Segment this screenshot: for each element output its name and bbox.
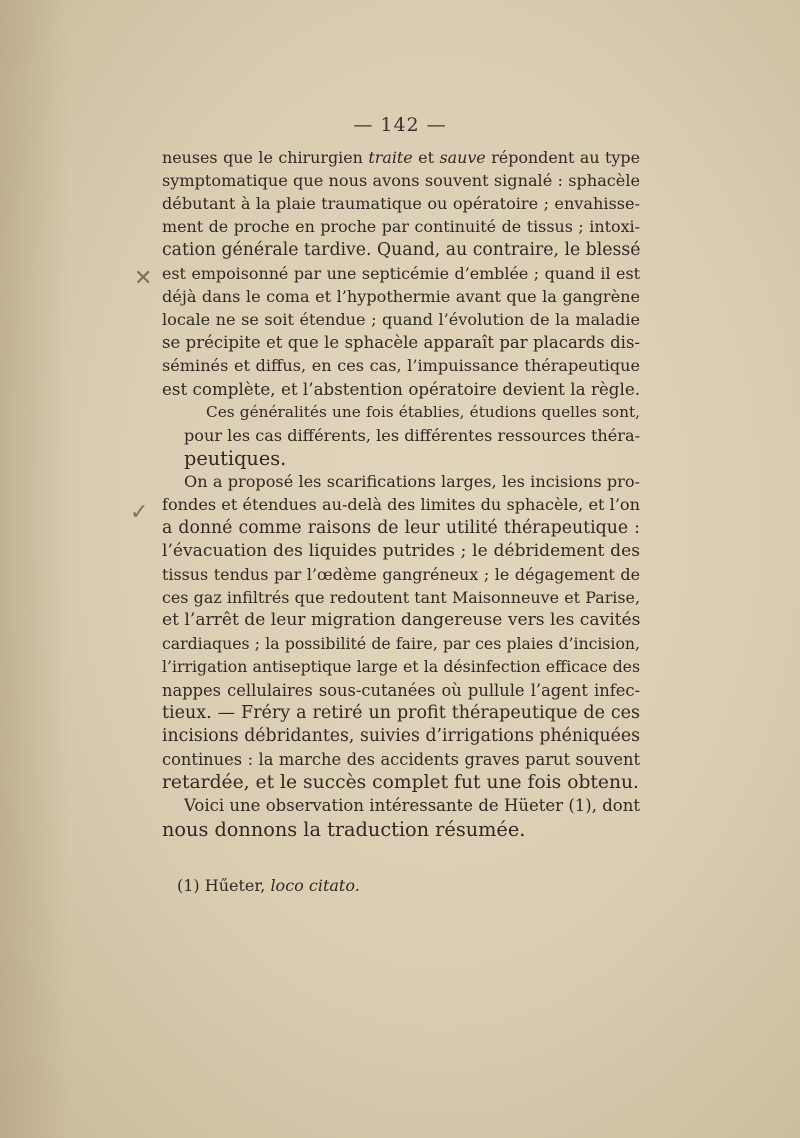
text-line: Ces généralités une fois établies, étudions quelles sont,	[206, 402, 640, 421]
body-text	[162, 146, 640, 841]
text-line: et l’arrêt de leur migration dangereuse vers les cavités	[162, 610, 641, 631]
italic-word-sauve: sauve	[439, 148, 486, 167]
paragraph-2	[162, 401, 640, 470]
text-line: ment de proche en proche par continuité de tissus ; intoxi-	[162, 217, 640, 237]
pencil-check-icon: ✓	[130, 500, 149, 525]
footnote-citation: loco citato.	[270, 876, 360, 895]
page-number: — 142 —	[353, 114, 447, 136]
text-line: est complète, et l’abstention opératoire devient la règle.	[162, 378, 640, 399]
text-line: retardée, et le succès complet fut une fois obtenu.	[162, 772, 639, 794]
text-line: neuses que le chirurgien traite et sauve répondent au type	[162, 148, 640, 167]
italic-word-traite: traite	[368, 148, 413, 167]
text-line: fondes et étendues au-delà des limites du sphacèle, et l’on	[162, 495, 640, 515]
footnote-marker: (1) Hűeter,	[177, 876, 271, 895]
text-line: peutiques.	[184, 447, 287, 471]
text-line: déjà dans le coma et l’hypothermie avant que la gangrène	[162, 286, 640, 306]
text-line: cardiaques ; la possibilité de faire, par ces plaies d’incision,	[162, 634, 640, 654]
paragraph-4	[162, 794, 640, 840]
paragraph-1	[162, 146, 640, 401]
text-line: continues : la marche des accidents graves parut souvent	[162, 750, 640, 770]
text-line: a donné comme raisons de leur utilité thérapeutique :	[162, 517, 640, 538]
text-line: Voici une observation intéressante de Hüeter (1), dont	[184, 796, 640, 816]
paragraph-3	[162, 470, 640, 794]
text-line: tieux. — Fréry a retiré un profit thérapeutique de ces	[162, 702, 640, 723]
text-line: incisions débridantes, suivies d’irrigations phéniquées	[162, 725, 640, 746]
text-line: cation générale tardive. Quand, au contraire, le blessé	[162, 239, 641, 260]
text-line: débutant à la plaie traumatique ou opératoire ; envahisse-	[162, 194, 640, 214]
text-line: se précipite et que le sphacèle apparaît par placards dis-	[162, 333, 640, 353]
text-line: est empoisonné par une septicémie d’emblée ; quand il est	[162, 263, 640, 283]
text-line: ces gaz infiltrés que redoutent tant Maisonneuve et Parise,	[162, 587, 640, 607]
text-line: séminés et diffus, en ces cas, l’impuissance thérapeutique	[162, 356, 640, 376]
text-line: nous donnons la traduction résumée.	[162, 817, 526, 841]
footnote	[177, 876, 360, 895]
text-line: l’irrigation antiseptique large et la désinfection efficace des	[162, 657, 640, 677]
text-line: nappes cellulaires sous-cutanées où pullule l’agent infec-	[162, 680, 640, 700]
text-line: locale ne se soit étendue ; quand l’évolution de la maladie	[162, 310, 640, 330]
text-line: symptomatique que nous avons souvent signalé : sphacèle	[162, 171, 640, 191]
page-edge-shadow	[0, 0, 70, 1138]
text-line: l’évacuation des liquides putrides ; le débridement des	[162, 540, 640, 561]
text-line: pour les cas différents, les différentes ressources théra-	[184, 425, 641, 445]
text-line: On a proposé les scarifications larges, les incisions pro-	[184, 472, 640, 492]
text-line: tissus tendus par l’œdème gangréneux ; le dégagement de	[162, 564, 640, 584]
pencil-mark-icon: ✕	[134, 266, 153, 291]
